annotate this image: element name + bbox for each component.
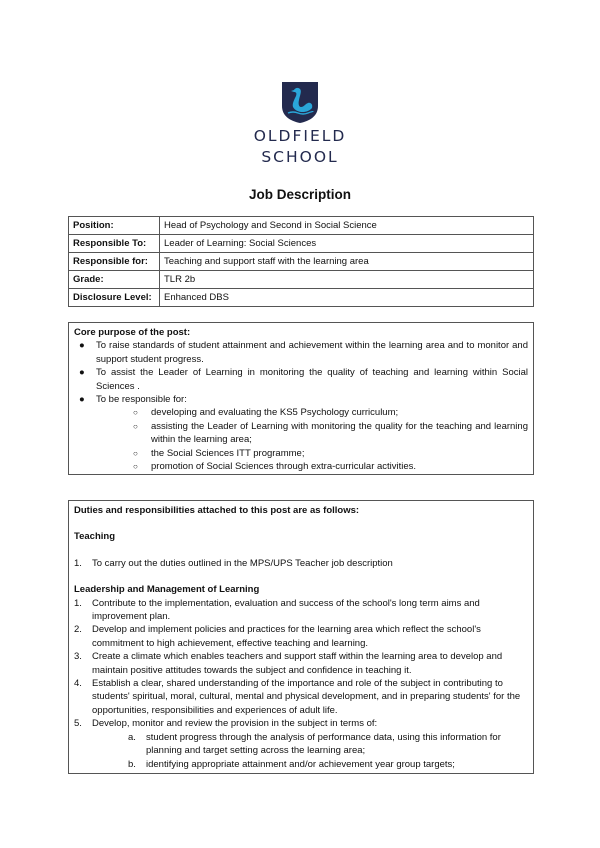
list-item-text: To raise standards of student attainment and achievement within the learning area and to monitor and support student progress. <box>96 340 528 365</box>
list-item: 2. Develop and implement policies and practices for the learning area which reflect the school's commitment to high achievement, effective teaching and learning. <box>74 624 481 649</box>
list-item-text: Create a climate which enables teachers and support staff within the learning area to develop and maintain positive attitudes towards the subject and confidence in teaching it. <box>92 651 503 676</box>
core-purpose-box <box>68 322 534 475</box>
list-item: a. student progress through the analysis of performance data, using this information for planning and target setting across the learning area; <box>128 731 501 757</box>
bullet-icon: ● <box>79 394 85 406</box>
list-item-text: To assist the Leader of Learning in monitoring the quality of teaching and learning within Social Sciences . <box>96 367 528 392</box>
detail-label: Responsible for: <box>69 253 160 271</box>
responsibility-sublist <box>133 406 528 473</box>
list-item-text: the Social Sciences ITT programme; <box>151 447 305 459</box>
duties-box <box>68 500 534 774</box>
list-item-text: identifying appropriate attainment and/or achievement year group targets; <box>146 758 455 770</box>
list-item: 1. Contribute to the implementation, evaluation and success of the school's long term aims and improvement plan. <box>74 597 480 623</box>
detail-value: Enhanced DBS <box>160 289 534 307</box>
bullet-icon: ● <box>79 367 85 379</box>
list-item <box>133 406 528 419</box>
list-item: 4. Establish a clear, shared understanding of the importance and role of the subject in contributing to students' spiritual, moral, cultural, mental and physical development, and in preparing students' for the opportunities, responsibilities and experiences of adult life. <box>74 678 521 716</box>
review-sublist <box>128 731 528 771</box>
list-item-text: developing and evaluating the KS5 Psychology curriculum; <box>151 407 399 419</box>
list-item: 1. To carry out the duties outlined in the MPS/UPS Teacher job description <box>74 557 393 569</box>
page-title: Job Description <box>248 187 351 202</box>
logo-name-line2: SCHOOL <box>261 148 339 166</box>
table-row <box>69 235 534 253</box>
list-item <box>74 366 528 393</box>
leadership-list <box>74 597 528 771</box>
duties-heading: Duties and responsibilities attached to this post are as follows: <box>74 505 360 516</box>
list-item-text: Develop and implement policies and practices for the learning area which reflect the school's commitment to high achievement, effective teaching and learning. <box>92 624 481 649</box>
detail-value: Teaching and support staff with the learning area <box>160 253 534 271</box>
table-row <box>69 217 534 235</box>
detail-value: Leader of Learning: Social Sciences <box>160 235 534 253</box>
list-item: 3. Create a climate which enables teachers and support staff within the learning area to develop and maintain positive attitudes towards the subject and confidence in teaching it. <box>74 651 503 676</box>
list-item-text: assisting the Leader of Learning with monitoring the quality for the teaching and learning within the learning area; <box>151 420 528 446</box>
list-item-text: Develop, monitor and review the provision in the subject in terms of: <box>92 718 378 730</box>
list-item <box>133 447 528 460</box>
detail-label: Responsible To: <box>69 235 160 253</box>
leadership-heading: Leadership and Management of Learning <box>74 584 260 596</box>
circle-bullet-icon: ○ <box>133 408 138 418</box>
core-purpose-heading: Core purpose of the post: <box>74 327 191 338</box>
swan-shield-icon <box>280 80 320 124</box>
table-row <box>69 253 534 271</box>
circle-bullet-icon: ○ <box>133 421 138 431</box>
list-item: 5. Develop, monitor and review the provision in the subject in terms of: a. student progress through the analysis of performance data, using this information for planning and target setting across the learning area; b. identifying appropriate attainment and/or achievement year group targets; <box>74 717 528 771</box>
list-item-text: To be responsible for: <box>96 394 187 406</box>
list-item <box>74 393 528 473</box>
detail-value: TLR 2b <box>160 271 534 289</box>
detail-label: Disclosure Level: <box>69 289 160 307</box>
list-item <box>74 339 528 366</box>
list-item-text: promotion of Social Sciences through extra-curricular activities. <box>151 461 417 473</box>
core-purpose-list <box>74 339 528 473</box>
detail-value: Head of Psychology and Second in Social Science <box>160 217 534 235</box>
list-item: b. identifying appropriate attainment and/or achievement year group targets; <box>128 758 455 770</box>
teaching-heading: Teaching <box>74 531 115 543</box>
list-item-text: student progress through the analysis of performance data, using this information for planning and target setting across the learning area; <box>146 731 501 757</box>
school-logo <box>0 80 600 166</box>
circle-bullet-icon: ○ <box>133 448 138 458</box>
bullet-icon: ● <box>79 340 85 352</box>
circle-bullet-icon: ○ <box>133 462 138 472</box>
list-item-text: Establish a clear, shared understanding of the importance and role of the subject in contributing to students' spiritual, moral, cultural, mental and physical development, and in preparing students' for the opportunities, responsibilities and experiences of adult life. <box>92 678 521 716</box>
logo-name-line1: OLDFIELD <box>253 127 347 145</box>
list-item-text: Contribute to the implementation, evaluation and success of the school's long term aims and improvement plan. <box>92 597 480 623</box>
table-row <box>69 289 534 307</box>
list-item-text: To carry out the duties outlined in the MPS/UPS Teacher job description <box>92 557 393 569</box>
list-item <box>133 420 528 447</box>
detail-label: Grade: <box>69 271 160 289</box>
detail-label: Position: <box>69 217 160 235</box>
job-details-table <box>68 216 534 307</box>
teaching-list <box>74 557 528 570</box>
table-row <box>69 271 534 289</box>
list-item <box>133 460 528 473</box>
